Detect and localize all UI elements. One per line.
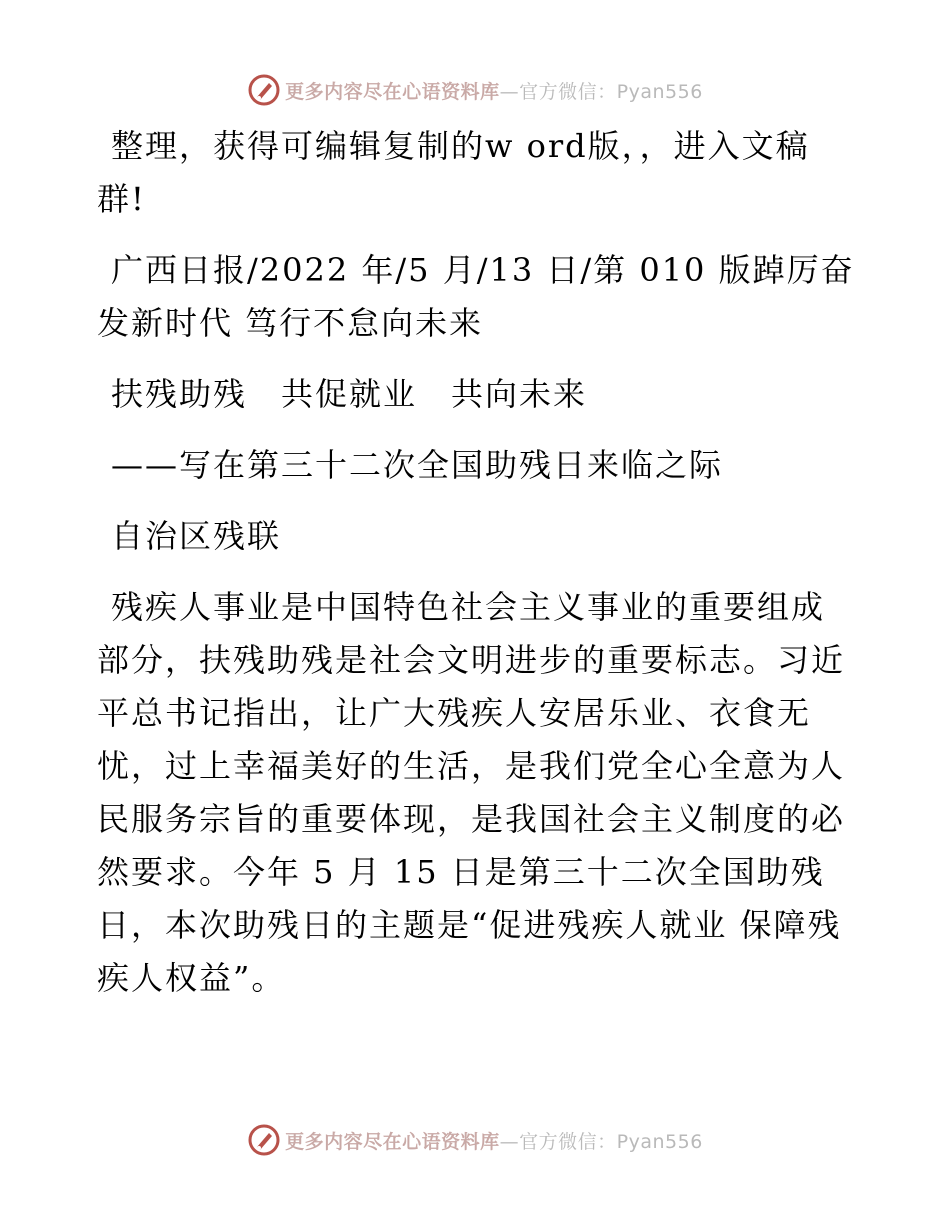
pen-nib-logo-icon bbox=[247, 1123, 281, 1157]
doc-title: 扶残助残 共促就业 共向未来 bbox=[111, 375, 588, 413]
watermark-separator: — bbox=[499, 80, 520, 103]
pen-nib-logo-icon bbox=[247, 73, 281, 107]
doc-paragraph-body: 残疾人事业是中国特色社会主义事业的重要组成部分，扶残助残是社会文明进步的重要标志。习近平总书记指出，让广大残疾人安居乐业、衣食无忧，过上幸福美好的生活，是我们党全心全意为人民服务宗旨的重要体现，是我国社会主义制度的必然要求。今年 5 月 15 日是第三十二次全国助残日，本次助残日的主题是“促进残疾人就业 保障残疾人权益”。 bbox=[97, 588, 846, 997]
doc-paragraph-intro: 整理，获得可编辑复制的w ord版，，进入文稿群! bbox=[97, 127, 810, 218]
watermark-brand: 更多内容尽在心语资料库 bbox=[285, 80, 500, 103]
watermark-text bbox=[285, 1127, 703, 1154]
footer-watermark bbox=[0, 1120, 950, 1160]
doc-paragraph-source: 广西日报/2022 年/5 月/13 日/第 010 版踔厉奋发新时代 笃行不怠向未来 bbox=[97, 251, 855, 342]
doc-author: 自治区残联 bbox=[111, 517, 282, 555]
watermark-brand: 更多内容尽在心语资料库 bbox=[285, 1130, 500, 1153]
header-watermark bbox=[0, 70, 950, 110]
watermark-contact: 官方微信：Pyan556 bbox=[519, 1130, 703, 1153]
document-body bbox=[97, 120, 857, 1023]
watermark-separator: — bbox=[499, 1130, 520, 1153]
doc-subtitle: ——写在第三十二次全国助残日来临之际 bbox=[111, 446, 724, 484]
watermark-text bbox=[285, 77, 703, 104]
watermark-contact: 官方微信：Pyan556 bbox=[519, 80, 703, 103]
